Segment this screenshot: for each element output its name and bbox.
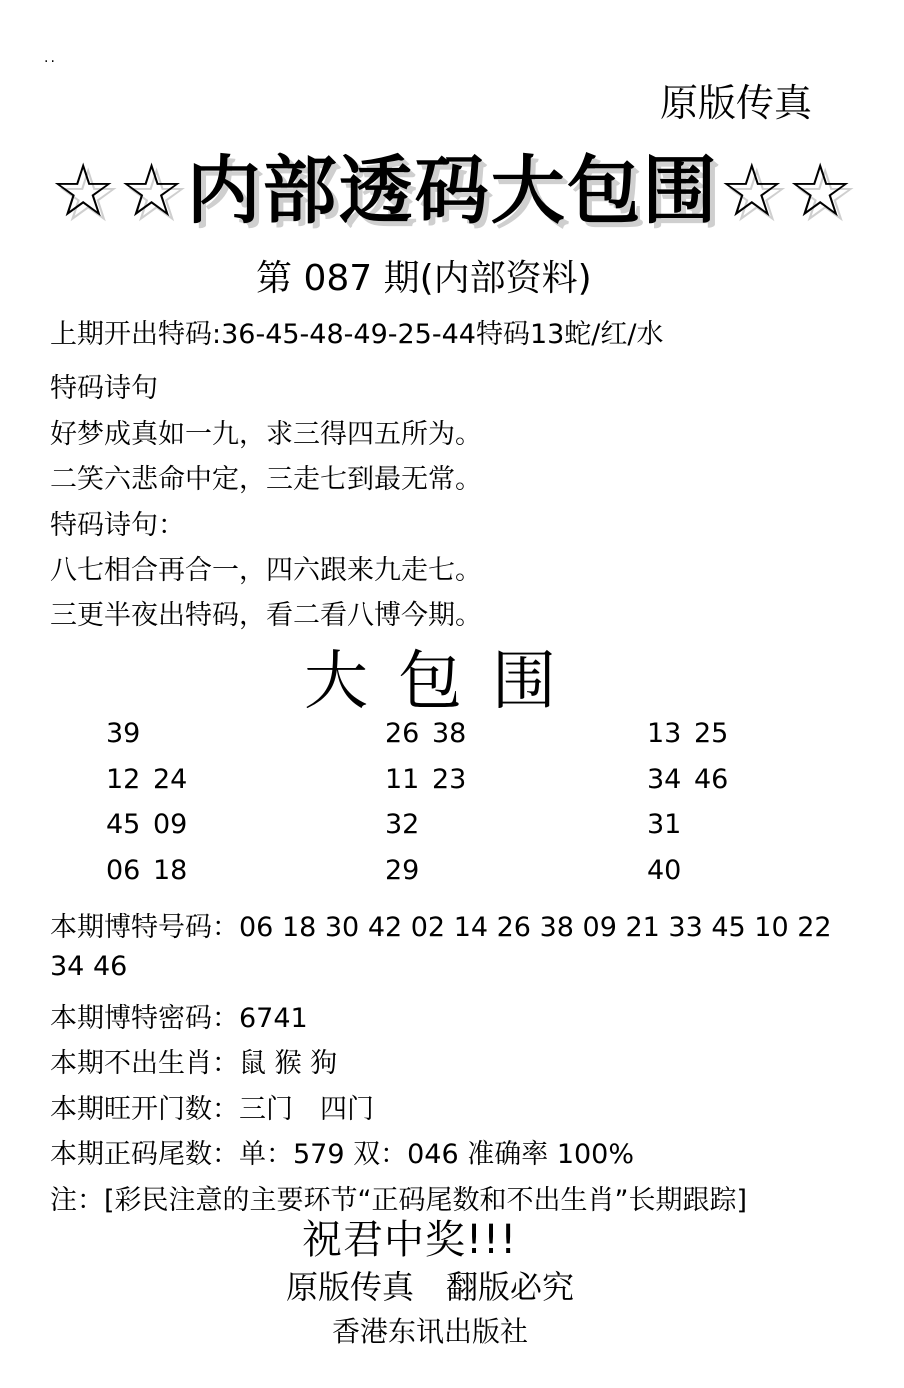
excluded-zodiac: 本期不出生肖：鼠 猴 狗: [50, 1048, 338, 1079]
poem-heading-1: 特码诗句: [50, 373, 158, 404]
poem-line: 三更半夜出特码，看二看八博今期。: [50, 600, 482, 631]
original-fax-label: 原版传真: [660, 81, 813, 125]
special-numbers-continued: 34 46: [50, 951, 128, 982]
poem-heading-2: 特码诗句：: [50, 510, 185, 541]
note: 注：[彩民注意的主要环节“正码尾数和不出生肖”长期跟踪]: [50, 1185, 748, 1216]
grid-cell: 29: [385, 854, 420, 886]
grid-cell: 39: [106, 718, 141, 749]
corner-dots: ..: [44, 50, 57, 66]
grid-cell: 45 09: [106, 809, 188, 840]
grid-cell: 26 38: [385, 718, 467, 749]
congrats-text: 祝君中奖!!!: [302, 1217, 518, 1263]
number-grid: [106, 718, 866, 900]
grid-cell: 11 23: [385, 763, 467, 795]
special-numbers: 本期博特号码：06 18 30 42 02 14 26 38 09 21 33 45 10 22: [50, 912, 832, 943]
grid-row: [106, 809, 866, 855]
issue-number: 第 087 期(内部资料): [256, 258, 592, 299]
publisher-name: 香港东讯出版社: [332, 1315, 529, 1348]
grid-cell: 31: [647, 809, 682, 840]
grid-cell: 12 24: [106, 763, 188, 795]
tail-numbers: 本期正码尾数：单：579 双：046 准确率 100%: [50, 1139, 635, 1170]
poem-line: 八七相合再合一，四六跟来九走七。: [50, 555, 482, 586]
secret-code: 本期博特密码：6741: [50, 1003, 308, 1034]
copyright-text: 原版传真 翻版必究: [286, 1268, 575, 1306]
grid-row: [106, 718, 866, 764]
poem-line: 好梦成真如一九，求三得四五所为。: [50, 419, 482, 450]
grid-cell: 06 18: [106, 854, 188, 886]
grid-cell: 13 25: [647, 718, 729, 749]
grid-row: [106, 855, 866, 901]
section-title: 大包围: [304, 645, 586, 719]
last-issue-result: 上期开出特码:36-45-48-49-25-44特码13蛇/红/水: [50, 319, 664, 350]
lucky-doors: 本期旺开门数：三门 四门: [50, 1094, 374, 1125]
poem-line: 二笑六悲命中定，三走七到最无常。: [50, 464, 482, 495]
grid-cell: 34 46: [647, 763, 729, 795]
grid-row: [106, 764, 866, 810]
main-title: ☆☆内部透码大包围☆☆: [50, 148, 856, 234]
grid-cell: 32: [385, 809, 420, 840]
grid-cell: 40: [647, 854, 682, 886]
